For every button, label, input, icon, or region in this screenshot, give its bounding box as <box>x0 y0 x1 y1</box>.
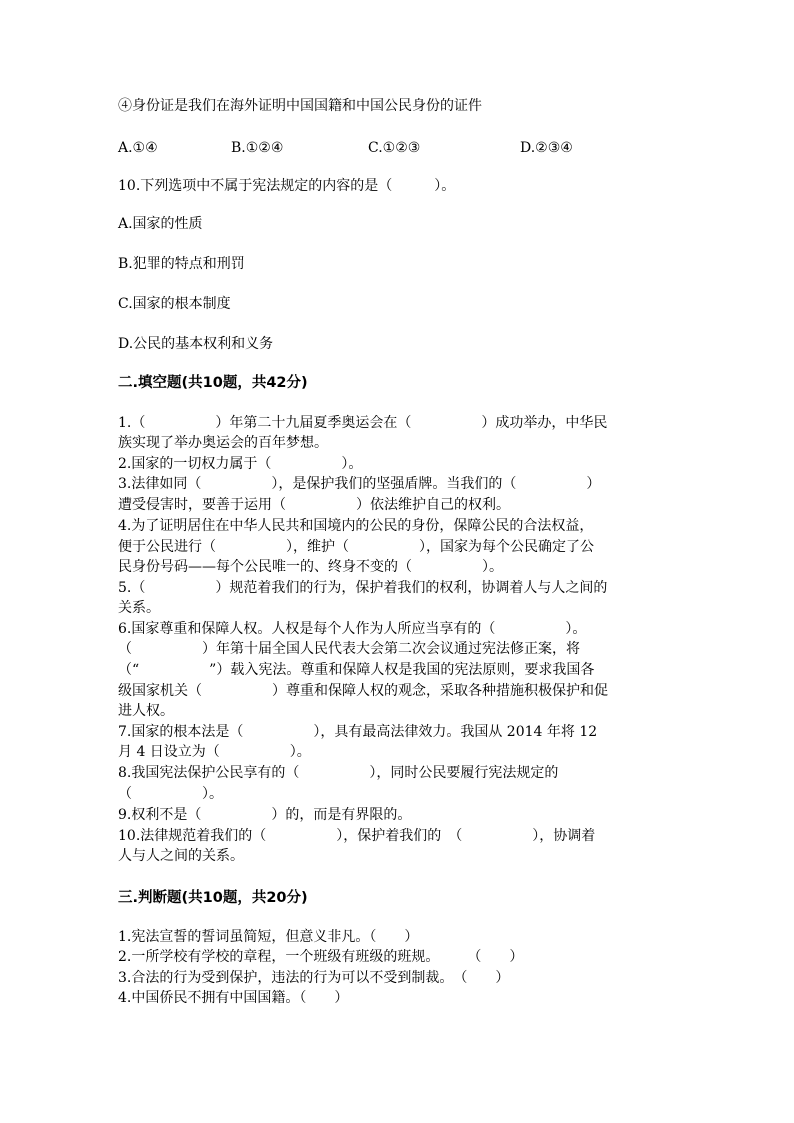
text-line: 进人权。 <box>118 703 174 719</box>
text-line: 便于公民进行（ ），维护（ ），国家为每个公民确定了公 <box>118 539 594 555</box>
text-line: 4.中国侨民不拥有中国国籍。（ ） <box>118 990 349 1006</box>
option-d: D.②③④ <box>520 140 573 156</box>
question-10-stem: 10.下列选项中不属于宪法规定的内容的是（ ）。 <box>118 178 456 194</box>
text-line: 3.合法的行为受到保护，违法的行为可以不受到制裁。 （ ） <box>118 970 510 986</box>
text-line: 4.为了证明居住在中华人民共和国境内的公民的身份，保障公民的合法权益， <box>118 518 594 534</box>
text-line: 10.法律规范着我们的（ ），保护着我们的 （ ），协调着 <box>118 828 596 844</box>
text-line: 关系。 <box>118 600 160 616</box>
text-line: 1.宪法宣誓的誓词虽简短，但意义非凡。（ ） <box>118 929 419 945</box>
text-line: 6.国家尊重和保障人权。人权是每个人作为人所应当享有的（ ）。 <box>118 621 587 637</box>
question-10-option-a: A.国家的性质 <box>118 216 203 232</box>
text-line: 2.国家的一切权力属于（ ）。 <box>118 456 363 472</box>
text-line: 2.一所学校有学校的章程，一个班级有班级的班规。 （ ） <box>118 949 524 965</box>
text-line: 5.（ ）规范着我们的行为，保护着我们的权利，协调着人与人之间的 <box>118 580 608 596</box>
option-a: A.①④ <box>118 140 158 156</box>
section-3-title: 三.判断题(共10题，共20分) <box>118 890 308 906</box>
text-line: 族实现了举办奥运会的百年梦想。 <box>118 435 328 451</box>
text-line: 3.法律如同（ ），是保护我们的坚强盾牌。当我们的（ ） <box>118 476 601 492</box>
question-9-statement-4: ④身份证是我们在海外证明中国国籍和中国公民身份的证件 <box>118 98 482 114</box>
text-line: 民身份号码——每个公民唯一的、终身不变的（ ）。 <box>118 559 503 575</box>
option-b: B.①②④ <box>231 140 284 156</box>
text-line: 7.国家的根本法是（ ），具有最高法律效力。我国从 2014 年将 12 <box>118 724 598 740</box>
text-line: 月 4 日设立为（ ）。 <box>118 744 311 760</box>
option-c: C.①②③ <box>368 140 421 156</box>
text-line: 级国家机关（ ）尊重和保障人权的观念，采取各种措施积极保护和促 <box>118 683 608 699</box>
text-line: 8.我国宪法保护公民享有的（ ），同时公民要履行宪法规定的 <box>118 765 559 781</box>
text-line: 1.（ ）年第二十九届夏季奥运会在（ ）成功举办，中华民 <box>118 415 608 431</box>
question-10-option-d: D.公民的基本权利和义务 <box>118 336 274 352</box>
question-10-option-c: C.国家的根本制度 <box>118 296 231 312</box>
question-10-option-b: B.犯罪的特点和刑罚 <box>118 256 245 272</box>
text-line: 9.权利不是（ ）的，而是有界限的。 <box>118 807 412 823</box>
text-line: 人与人之间的关系。 <box>118 848 244 864</box>
text-line: （ ）年第十届全国人民代表大会第二次会议通过宪法修正案，将 <box>118 641 580 657</box>
text-line: （ ）。 <box>118 786 223 802</box>
text-line: （“ ”）载入宪法。尊重和保障人权是我国的宪法原则，要求我国各 <box>118 662 595 678</box>
section-2-title: 二.填空题(共10题，共42分) <box>118 375 308 391</box>
text-line: 遭受侵害时，要善于运用（ ）依法维护自己的权利。 <box>118 497 510 513</box>
